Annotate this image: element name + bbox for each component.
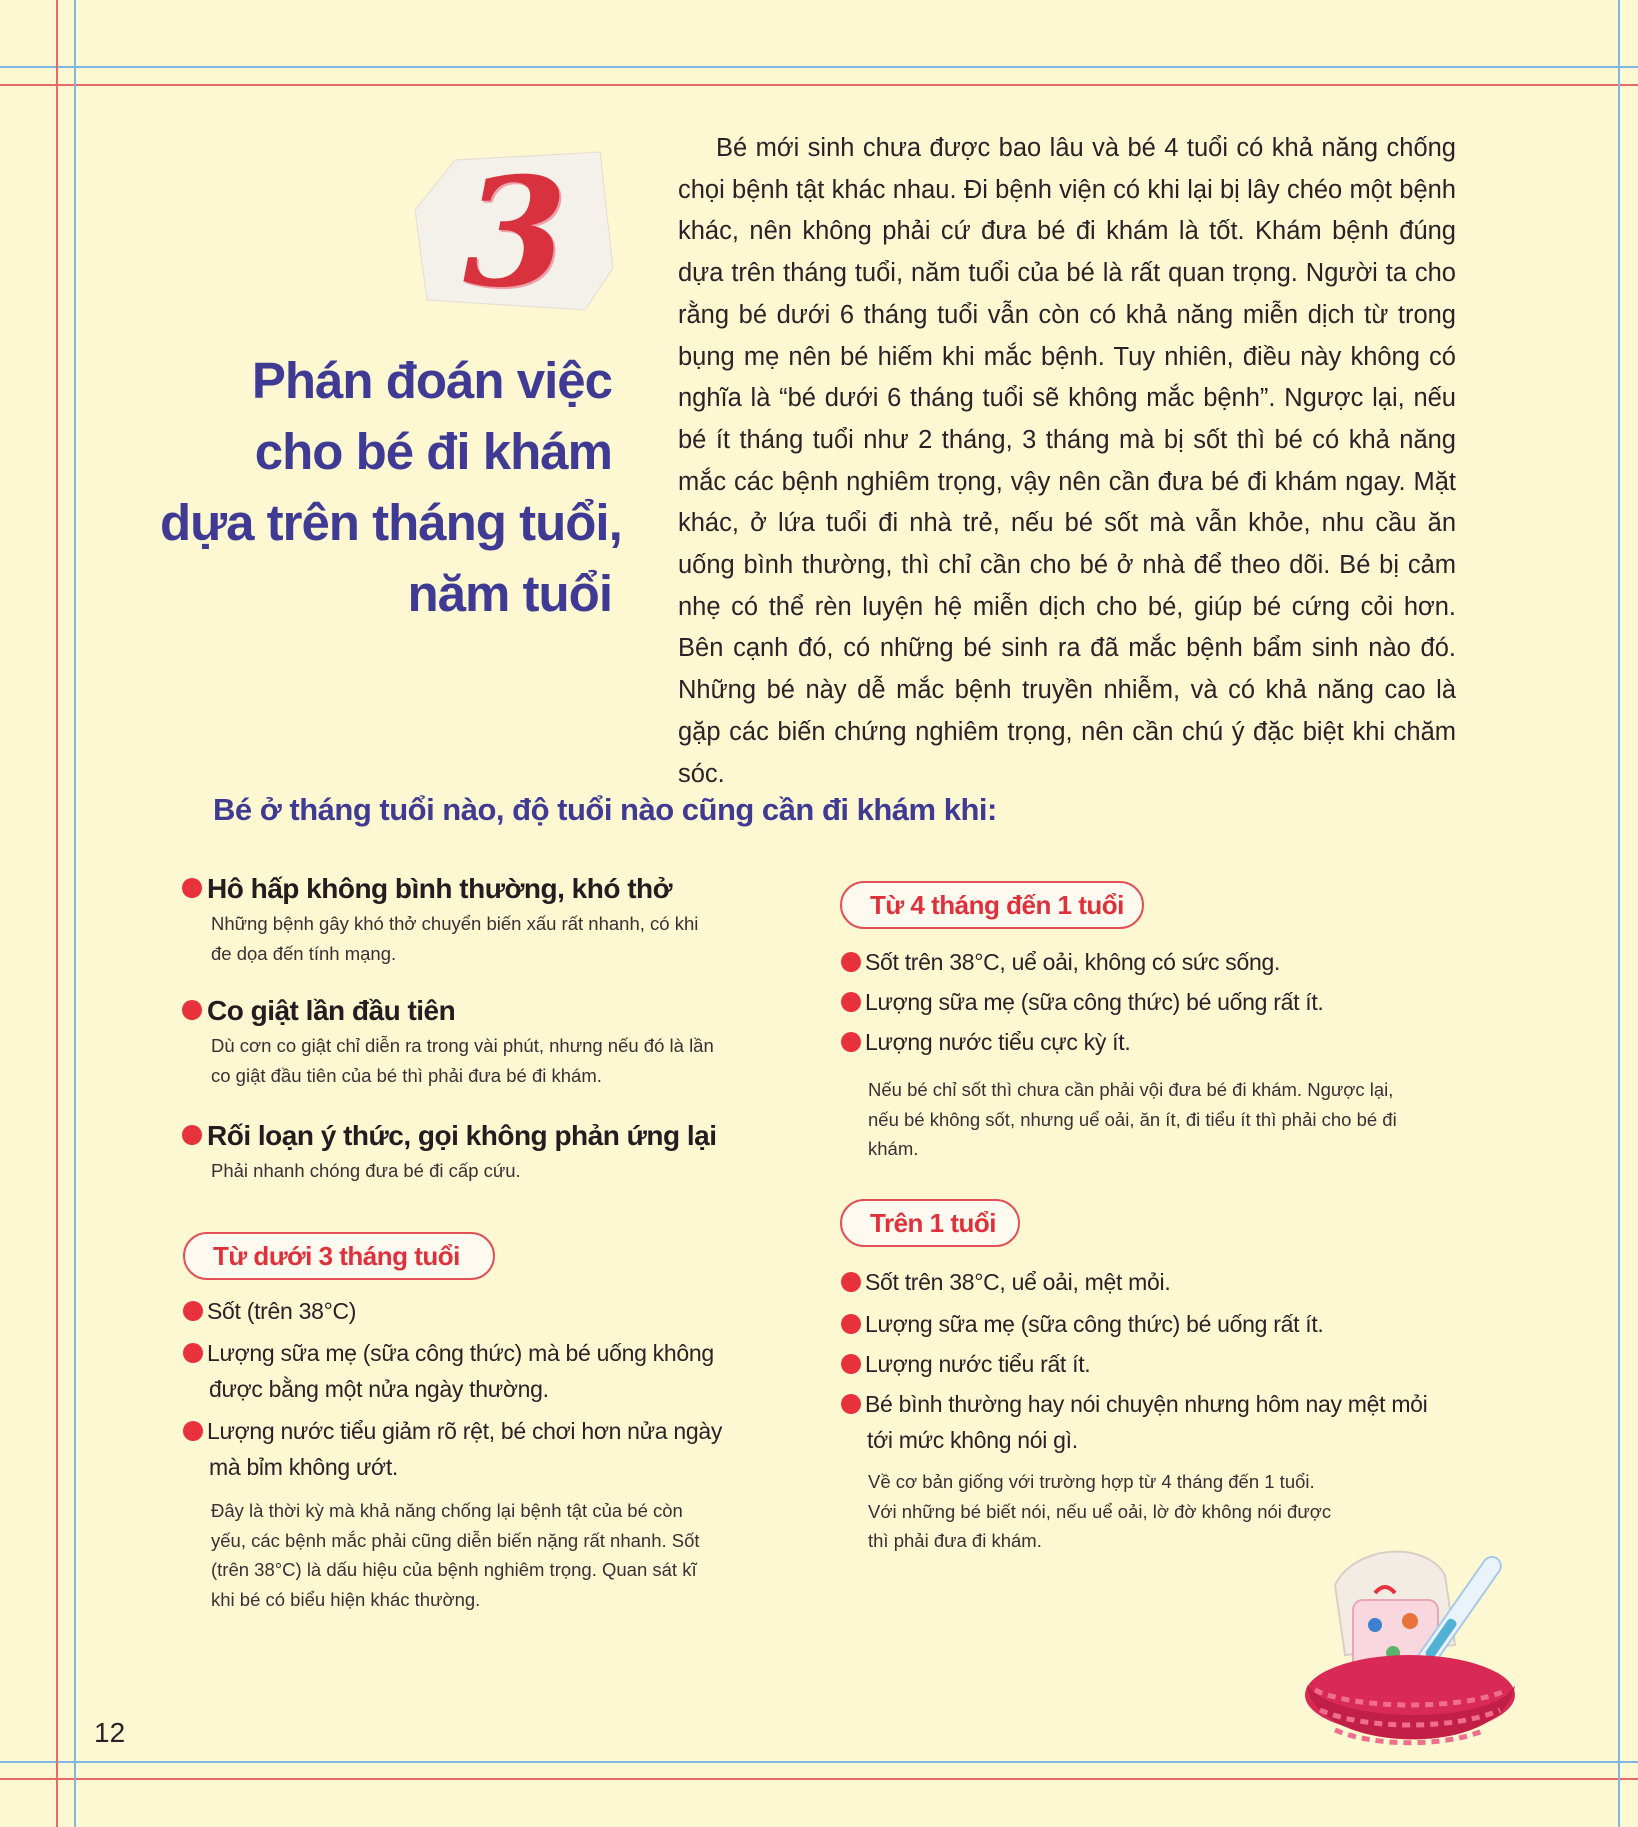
- title-line: cho bé đi khám: [254, 423, 612, 480]
- 4-months-to-1-year-note: Nếu bé chỉ sốt thì chưa cần phải vội đưa bé đi khám. Ngược lại, nếu bé không sốt, nhưng uể oải, ăn ít, đi tiểu ít thì phải cho bé đi khám.: [868, 1079, 1397, 1159]
- warning-item: [182, 995, 722, 1091]
- red-bullet-icon: [841, 1272, 861, 1292]
- over-1-year-note: Về cơ bản giống với trường hợp từ 4 tháng đến 1 tuổi. Với những bé biết nói, nếu uể oải, lờ đờ không nói được thì phải đưa đi khám.: [868, 1471, 1332, 1551]
- right-guide-line-blue: [1618, 0, 1620, 1827]
- chapter-number: 3: [462, 144, 568, 321]
- warning-item: [182, 873, 722, 969]
- warning-desc: Dù cơn co giật chỉ diễn ra trong vài phút, nhưng nếu đó là lần co giật đầu tiên của bé thì phải đưa bé đi khám.: [211, 1035, 714, 1086]
- red-bullet-icon: [183, 1421, 203, 1441]
- under-3-months-label: Từ dưới 3 tháng tuổi: [183, 1232, 495, 1280]
- red-bullet-icon: [182, 1125, 202, 1145]
- list-item: Lượng sữa mẹ (sữa công thức) mà bé uống không được bằng một nửa ngày thường.: [183, 1335, 728, 1407]
- intro-paragraph: [678, 128, 1456, 795]
- list-item: Bé bình thường hay nói chuyện nhưng hôm nay mệt mỏi tới mức không nói gì.: [841, 1386, 1441, 1458]
- basket-thermometer-illustration: [1295, 1525, 1545, 1785]
- list-item: Lượng nước tiểu cực kỳ ít.: [841, 1024, 1441, 1060]
- intro-text: Bé mới sinh chưa được bao lâu và bé 4 tuổi có khả năng chống chọi bệnh tật khác nhau. Đi bệnh viện có khi lại bị lây chéo một bệnh khác, nên không phải cứ đưa bé đi khám là tốt. Khám bệnh đúng dựa trên tháng tuổi, năm tuổi của bé là rất quan trọng. Người ta cho rằng bé dưới 6 tháng tuổi vẫn còn có khả năng miễn dịch từ trong bụng mẹ nên bé hiếm khi mắc bệnh. Tuy nhiên, điều này không có nghĩa là “bé dưới 6 tháng tuổi sẽ không mắc bệnh”. Ngược lại, nếu bé ít tháng tuổi như 2 tháng, 3 tháng mà bị sốt thì bé có khả năng mắc các bệnh nghiêm trọng, vậy nên cần đưa bé đi khám ngay. Mặt khác, ở lứa tuổi đi nhà trẻ, nếu bé sốt mà vẫn khỏe, nhu cầu ăn uống bình thường, thì chỉ cần cho bé ở nhà để theo dõi. Bé bị cảm nhẹ có thể rèn luyện hệ miễn dịch cho bé, giúp bé cứng cỏi hơn. Bên cạnh đó, có những bé sinh ra đã mắc bệnh bẩm sinh nào đó. Những bé này dễ mắc bệnh truyền nhiễm, và có khả năng cao là gặp các biến chứng nghiêm trọng, nên cần chú ý đặc biệt khi chăm sóc.: [678, 134, 1456, 788]
- under-3-months-note: Đây là thời kỳ mà khả năng chống lại bệnh tật của bé còn yếu, các bệnh mắc phải cũng diễn biến nặng rất nhanh. Sốt (trên 38°C) là dấu hiệu của bệnh nghiêm trọng. Quan sát kĩ khi bé có biểu hiện khác thường.: [211, 1500, 700, 1610]
- red-bullet-icon: [841, 1394, 861, 1414]
- list-item: Lượng sữa mẹ (sữa công thức) bé uống rất ít.: [841, 1306, 1441, 1342]
- red-bullet-icon: [841, 1314, 861, 1334]
- red-bullet-icon: [841, 952, 861, 972]
- title-line: dựa trên tháng tuổi,: [160, 494, 622, 551]
- list-item: Sốt trên 38°C, uể oải, mệt mỏi.: [841, 1264, 1441, 1300]
- red-bullet-icon: [841, 1354, 861, 1374]
- title-line: năm tuổi: [407, 565, 612, 622]
- list-item: Lượng sữa mẹ (sữa công thức) bé uống rất ít.: [841, 984, 1441, 1020]
- list-item: Lượng nước tiểu rất ít.: [841, 1346, 1441, 1382]
- warning-item: [182, 1120, 722, 1186]
- 4-months-to-1-year-label: Từ 4 tháng đến 1 tuổi: [840, 881, 1144, 929]
- warning-title: Co giật lần đầu tiên: [207, 995, 456, 1026]
- red-bullet-icon: [182, 878, 202, 898]
- list-item: Lượng nước tiểu giảm rõ rệt, bé chơi hơn nửa ngày mà bỉm không ướt.: [183, 1413, 728, 1485]
- warning-desc: Những bệnh gây khó thở chuyển biến xấu rất nhanh, có khi đe dọa đến tính mạng.: [211, 913, 699, 964]
- red-bullet-icon: [841, 1032, 861, 1052]
- red-bullet-icon: [183, 1301, 203, 1321]
- warning-desc: Phải nhanh chóng đưa bé đi cấp cứu.: [211, 1160, 521, 1181]
- over-1-year-label: Trên 1 tuổi: [840, 1199, 1020, 1247]
- red-bullet-icon: [841, 992, 861, 1012]
- under-3-months-list: [183, 1293, 728, 1485]
- red-bullet-icon: [182, 1000, 202, 1020]
- list-item: Sốt (trên 38°C): [183, 1293, 728, 1329]
- warning-title: Hô hấp không bình thường, khó thở: [207, 873, 673, 904]
- list-item: Sốt trên 38°C, uể oải, không có sức sống.: [841, 944, 1441, 980]
- top-guide-line-blue: [0, 66, 1638, 68]
- left-guide-line-red: [56, 0, 58, 1827]
- section-heading: Bé ở tháng tuổi nào, độ tuổi nào cũng cần đi khám khi:: [213, 792, 997, 827]
- left-guide-line-blue: [74, 0, 76, 1827]
- warning-title: Rối loạn ý thức, gọi không phản ứng lại: [207, 1120, 717, 1151]
- 4-months-to-1-year-list: [841, 944, 1441, 1060]
- red-bullet-icon: [183, 1343, 203, 1363]
- top-guide-line-red: [0, 84, 1638, 86]
- page-number: 12: [94, 1717, 126, 1748]
- chapter-number-tag: [415, 144, 615, 321]
- over-1-year-list: [841, 1264, 1441, 1458]
- title-line: Phán đoán việc: [251, 352, 612, 409]
- page-title: [160, 345, 622, 629]
